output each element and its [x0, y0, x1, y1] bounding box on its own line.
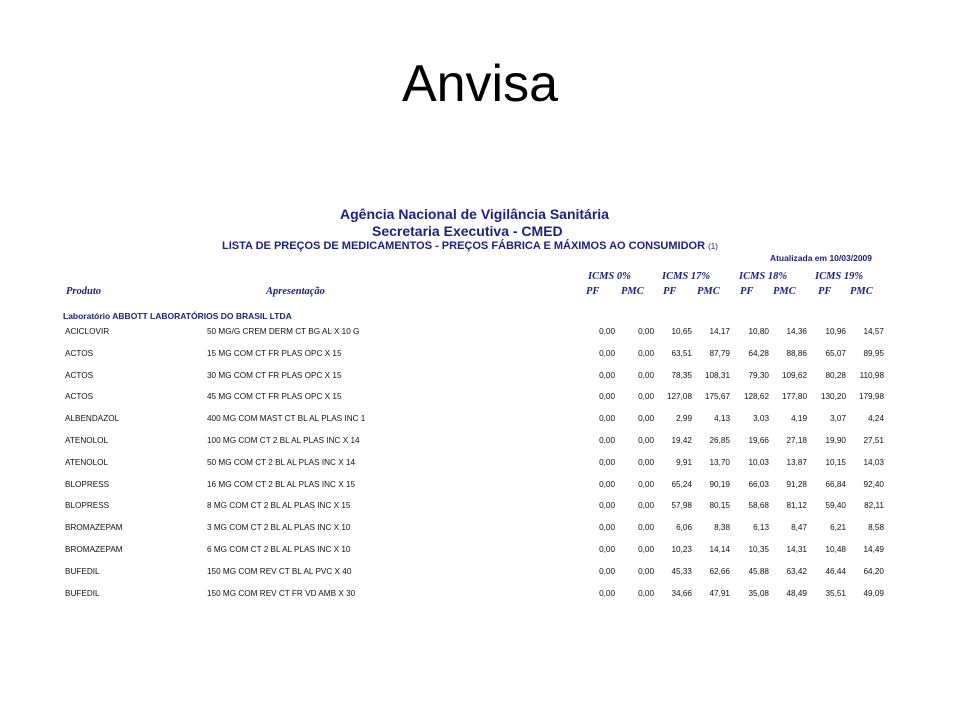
pmc-header-19: PMC — [850, 286, 873, 297]
produto-cell: BUFEDIL — [65, 588, 100, 598]
pf-0-cell: 0,00 — [599, 545, 615, 554]
pmc-0-cell: 0,00 — [638, 545, 654, 554]
pmc-19-cell: 92,40 — [863, 479, 884, 489]
pf-18-cell: 3,03 — [753, 414, 769, 424]
pmc-17-cell: 90,19 — [709, 479, 730, 489]
pf-18-cell: 10,80 — [748, 327, 769, 336]
table-row — [0, 543, 960, 557]
pmc-header-17: PMC — [697, 286, 720, 297]
pmc-0-cell: 0,00 — [638, 566, 654, 576]
apresentacao-cell: 3 MG COM CT 2 BL AL PLAS INC X 10 — [207, 523, 351, 533]
pf-19-cell: 19,90 — [825, 436, 846, 445]
pmc-19-cell: 4,24 — [868, 414, 884, 424]
pmc-19-cell: 14,57 — [863, 327, 884, 336]
laboratory-name: ABBOTT LABORATÓRIOS DO BRASIL LTDA — [112, 311, 292, 321]
pmc-0-cell: 0,00 — [638, 370, 654, 380]
table-row — [0, 369, 960, 383]
pf-17-cell: 2,99 — [676, 414, 692, 424]
pf-17-cell: 19,42 — [671, 436, 692, 445]
produto-cell: ACTOS — [65, 392, 94, 402]
pf-header-0: PF — [586, 286, 600, 297]
apresentacao-cell: 6 MG COM CT 2 BL AL PLAS INC X 10 — [207, 545, 351, 554]
pf-19-cell: 10,96 — [825, 327, 846, 336]
pf-19-cell: 6,21 — [830, 523, 846, 533]
pf-0-cell: 0,00 — [599, 588, 615, 598]
pmc-19-cell: 179,98 — [858, 392, 884, 402]
pmc-19-cell: 110,98 — [859, 370, 884, 380]
table-row — [0, 456, 960, 470]
pf-18-cell: 66,03 — [748, 479, 769, 489]
pf-17-cell: 65,24 — [671, 479, 692, 489]
pf-0-cell: 0,00 — [599, 414, 615, 424]
apresentacao-cell: 50 MG COM CT 2 BL AL PLAS INC X 14 — [207, 457, 356, 467]
pmc-0-cell: 0,00 — [638, 327, 654, 336]
pmc-19-cell: 14,03 — [863, 457, 884, 467]
pmc-19-cell: 27,51 — [863, 436, 884, 445]
icms-19-header: ICMS 19% — [815, 271, 864, 282]
produto-cell: BUFEDIL — [65, 566, 100, 576]
apresentacao-cell: 30 MG COM CT FR PLAS OPC X 15 — [207, 370, 342, 380]
pmc-17-cell: 87,79 — [709, 348, 730, 358]
table-row — [0, 390, 960, 404]
pf-18-cell: 79,30 — [748, 370, 769, 380]
pf-18-cell: 10,35 — [748, 545, 769, 554]
produto-cell: BLOPRESS — [65, 501, 110, 511]
pmc-19-cell: 49,09 — [863, 588, 884, 598]
slide-title: Anvisa — [401, 55, 559, 113]
table-row — [0, 587, 960, 601]
icms-0-header: ICMS 0% — [588, 271, 631, 282]
pf-17-cell: 10,23 — [671, 545, 692, 554]
pmc-17-cell: 8,38 — [714, 523, 730, 533]
pf-19-cell: 35,51 — [825, 588, 846, 598]
produto-cell: ATENOLOL — [65, 457, 109, 467]
pf-17-cell: 63,51 — [671, 348, 692, 358]
agency-heading: Agência Nacional de Vigilância Sanitária — [340, 206, 609, 222]
table-row — [0, 565, 960, 579]
pmc-17-cell: 26,85 — [709, 436, 730, 445]
list-heading-text: LISTA DE PREÇOS DE MEDICAMENTOS - PREÇOS FÁBRICA E MÁXIMOS AO CONSUMIDOR — [222, 240, 706, 252]
apresentacao-header: Apresentação — [266, 286, 325, 297]
apresentacao-cell: 400 MG COM MAST CT BL AL PLAS INC 1 — [207, 414, 366, 424]
pf-19-cell: 59,40 — [825, 501, 846, 511]
pf-0-cell: 0,00 — [599, 523, 615, 533]
pf-0-cell: 0,00 — [599, 457, 615, 467]
pf-0-cell: 0,00 — [599, 392, 615, 402]
table-row — [0, 325, 960, 339]
pf-17-cell: 127,08 — [666, 392, 692, 402]
pf-17-cell: 6,06 — [676, 523, 692, 533]
table-row — [0, 347, 960, 361]
apresentacao-cell: 45 MG COM CT FR PLAS OPC X 15 — [207, 392, 342, 402]
pmc-0-cell: 0,00 — [638, 588, 654, 598]
pmc-17-cell: 13,70 — [709, 457, 730, 467]
list-heading-note: (1) — [708, 242, 718, 251]
pmc-18-cell: 88,86 — [786, 348, 807, 358]
pf-17-cell: 10,65 — [671, 327, 692, 336]
pmc-header-0: PMC — [621, 286, 644, 297]
pf-18-cell: 45,88 — [748, 566, 769, 576]
pmc-18-cell: 4,19 — [791, 414, 807, 424]
pf-18-cell: 64,28 — [748, 348, 769, 358]
pmc-17-cell: 14,17 — [709, 327, 730, 336]
apresentacao-cell: 15 MG COM CT FR PLAS OPC X 15 — [207, 348, 342, 358]
pf-19-cell: 46,44 — [825, 566, 846, 576]
pf-header-19: PF — [818, 286, 832, 297]
pmc-18-cell: 8,47 — [791, 523, 807, 533]
table-row — [0, 434, 960, 448]
pmc-18-cell: 14,31 — [786, 545, 807, 554]
pmc-0-cell: 0,00 — [638, 392, 654, 402]
pmc-17-cell: 4,13 — [714, 414, 730, 424]
pmc-0-cell: 0,00 — [638, 501, 654, 511]
pmc-17-cell: 14,14 — [709, 545, 730, 554]
pf-17-cell: 9,91 — [676, 457, 692, 467]
pf-0-cell: 0,00 — [599, 479, 615, 489]
pf-18-cell: 6,13 — [753, 523, 769, 533]
updated-date: Atualizada em 10/03/2009 — [769, 253, 872, 263]
pf-19-cell: 3,07 — [830, 414, 846, 424]
apresentacao-cell: 8 MG COM CT 2 BL AL PLAS INC X 15 — [207, 501, 351, 511]
icms-18-header: ICMS 18% — [739, 271, 788, 282]
pf-0-cell: 0,00 — [599, 501, 615, 511]
pf-17-cell: 45,33 — [671, 566, 692, 576]
pf-17-cell: 78,35 — [671, 370, 692, 380]
pf-0-cell: 0,00 — [599, 348, 615, 358]
pmc-0-cell: 0,00 — [638, 457, 654, 467]
pmc-17-cell: 62,66 — [709, 566, 730, 576]
pmc-17-cell: 108,31 — [704, 370, 730, 380]
pf-17-cell: 57,98 — [671, 501, 692, 511]
pf-18-cell: 19,66 — [748, 436, 769, 445]
produto-cell: ATENOLOL — [65, 436, 109, 445]
pmc-18-cell: 27,18 — [786, 436, 807, 445]
pf-19-cell: 80,28 — [825, 370, 846, 380]
icms-17-header: ICMS 17% — [662, 271, 711, 282]
pmc-0-cell: 0,00 — [638, 436, 654, 445]
pf-header-17: PF — [663, 286, 677, 297]
pmc-0-cell: 0,00 — [638, 414, 654, 424]
pf-17-cell: 34,66 — [671, 588, 692, 598]
table-row — [0, 478, 960, 492]
pmc-18-cell: 109,62 — [781, 370, 807, 380]
produto-cell: BLOPRESS — [65, 479, 110, 489]
pf-18-cell: 58,68 — [748, 501, 769, 511]
apresentacao-cell: 150 MG COM REV CT BL AL PVC X 40 — [207, 566, 352, 576]
pmc-17-cell: 175,67 — [704, 392, 730, 402]
produto-cell: ALBENDAZOL — [65, 414, 120, 424]
pf-19-cell: 66,84 — [825, 479, 846, 489]
pf-18-cell: 10,03 — [748, 457, 769, 467]
apresentacao-cell: 100 MG COM CT 2 BL AL PLAS INC X 14 — [207, 436, 360, 445]
pmc-0-cell: 0,00 — [638, 523, 654, 533]
pmc-19-cell: 64,20 — [863, 566, 884, 576]
produto-cell: BROMAZEPAM — [65, 523, 123, 533]
pmc-19-cell: 14,49 — [863, 545, 884, 554]
pmc-18-cell: 13,87 — [786, 457, 807, 467]
pmc-18-cell: 48,49 — [786, 588, 807, 598]
pmc-18-cell: 91,28 — [786, 479, 807, 489]
apresentacao-cell: 150 MG COM REV CT FR VD AMB X 30 — [207, 588, 356, 598]
pmc-18-cell: 63,42 — [786, 566, 807, 576]
pmc-17-cell: 80,15 — [709, 501, 730, 511]
pmc-0-cell: 0,00 — [638, 479, 654, 489]
pf-0-cell: 0,00 — [599, 566, 615, 576]
pf-0-cell: 0,00 — [599, 327, 615, 336]
pmc-19-cell: 8,58 — [868, 523, 884, 533]
pf-18-cell: 128,62 — [743, 392, 769, 402]
pmc-header-18: PMC — [773, 286, 796, 297]
pmc-17-cell: 47,91 — [709, 588, 730, 598]
pf-0-cell: 0,00 — [599, 436, 615, 445]
pf-19-cell: 65,07 — [825, 348, 846, 358]
pmc-18-cell: 81,12 — [786, 501, 807, 511]
laboratory-label: Laboratório — [63, 311, 111, 321]
table-row — [0, 412, 960, 426]
table-row — [0, 521, 960, 535]
produto-cell: BROMAZEPAM — [65, 545, 123, 554]
apresentacao-cell: 16 MG COM CT 2 BL AL PLAS INC X 15 — [207, 479, 356, 489]
produto-cell: ACTOS — [65, 370, 94, 380]
pmc-18-cell: 14,36 — [786, 327, 807, 336]
laboratory-line — [63, 311, 292, 321]
pf-19-cell: 10,48 — [825, 545, 846, 554]
pf-header-18: PF — [740, 286, 754, 297]
produto-cell: ACICLOVIR — [65, 327, 110, 336]
list-heading — [222, 240, 718, 252]
pmc-19-cell: 89,95 — [863, 348, 884, 358]
apresentacao-cell: 50 MG/G CREM DERM CT BG AL X 10 G — [207, 327, 360, 336]
pf-19-cell: 10,15 — [825, 457, 846, 467]
pmc-18-cell: 177,80 — [781, 392, 807, 402]
pf-19-cell: 130,20 — [820, 392, 846, 402]
pf-0-cell: 0,00 — [599, 370, 615, 380]
table-row — [0, 499, 960, 513]
produto-header: Produto — [66, 286, 102, 297]
pmc-19-cell: 82,11 — [864, 501, 884, 511]
pmc-0-cell: 0,00 — [638, 348, 654, 358]
produto-cell: ACTOS — [65, 348, 94, 358]
pf-18-cell: 35,08 — [748, 588, 769, 598]
secretariat-heading: Secretaria Executiva - CMED — [372, 223, 563, 239]
